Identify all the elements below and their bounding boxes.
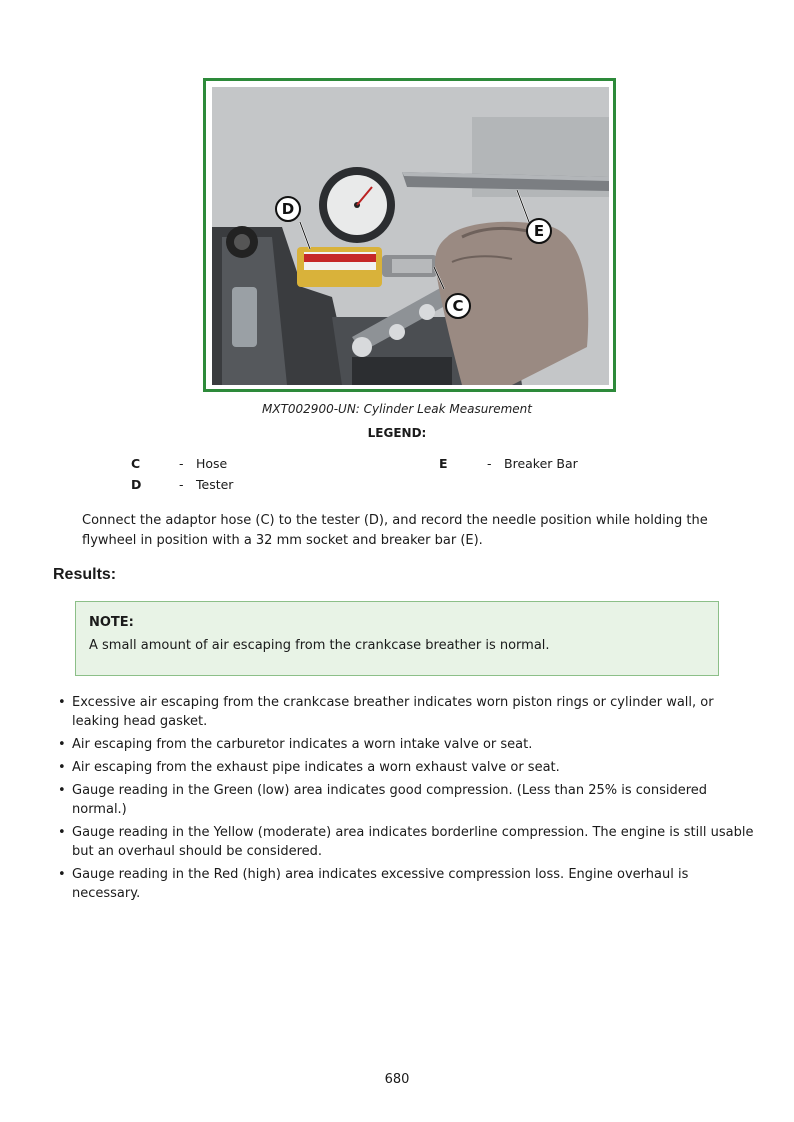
callout-d: D	[275, 196, 301, 222]
legend-item-c	[131, 456, 331, 474]
legend-dash: -	[179, 477, 184, 492]
legend-desc: Breaker Bar	[504, 456, 578, 471]
figure-caption: MXT002900-UN: Cylinder Leak Measurement	[262, 402, 532, 416]
note-label: NOTE:	[89, 615, 134, 630]
list-item-text: Gauge reading in the Yellow (moderate) area indicates borderline compression. The engine is still usable but an overhaul should be considered.	[72, 825, 754, 859]
legend-dash: -	[179, 456, 184, 471]
legend-letter: D	[131, 477, 142, 492]
list-item-text: Air escaping from the exhaust pipe indicates a worn exhaust valve or seat.	[72, 760, 560, 775]
list-item-text: Gauge reading in the Red (high) area indicates excessive compression loss. Engine overhaul is necessary.	[72, 867, 689, 901]
legend-desc: Tester	[196, 477, 234, 492]
list-item	[58, 823, 758, 861]
note-text: A small amount of air escaping from the crankcase breather is normal.	[89, 638, 550, 653]
legend-item-d	[131, 477, 331, 495]
callout-e: E	[526, 218, 552, 244]
bullet-icon: •	[58, 695, 66, 710]
legend-letter: E	[439, 456, 448, 471]
results-list	[58, 693, 758, 907]
list-item	[58, 693, 758, 731]
list-item-text: Gauge reading in the Green (low) area indicates good compression. (Less than 25% is considered normal.)	[72, 783, 708, 817]
list-item-text: Excessive air escaping from the crankcase breather indicates worn piston rings or cylinder wall, or leaking head gasket.	[72, 695, 714, 729]
list-item	[58, 735, 758, 754]
bullet-icon: •	[58, 760, 66, 775]
list-item	[58, 758, 758, 777]
bullet-icon: •	[58, 825, 66, 840]
page-number: 680	[384, 1072, 410, 1087]
list-item	[58, 865, 758, 903]
legend-letter: C	[131, 456, 141, 471]
bullet-icon: •	[58, 867, 66, 882]
callout-c: C	[445, 293, 471, 319]
results-heading: Results:	[53, 566, 117, 583]
legend-item-e	[439, 456, 639, 474]
list-item	[58, 781, 758, 819]
intro-paragraph: Connect the adaptor hose (C) to the tester (D), and record the needle position while holding the flywheel in position with a 32 mm socket and breaker bar (E).	[82, 513, 708, 548]
list-item-text: Air escaping from the carburetor indicates a worn intake valve or seat.	[72, 737, 533, 752]
bullet-icon: •	[58, 737, 66, 752]
legend-title: LEGEND:	[367, 426, 427, 440]
legend-desc: Hose	[196, 456, 228, 471]
note-box	[75, 601, 719, 676]
bullet-icon: •	[58, 783, 66, 798]
legend-dash: -	[487, 456, 492, 471]
cylinder-leak-photo	[212, 87, 609, 385]
figure-frame	[203, 78, 616, 392]
